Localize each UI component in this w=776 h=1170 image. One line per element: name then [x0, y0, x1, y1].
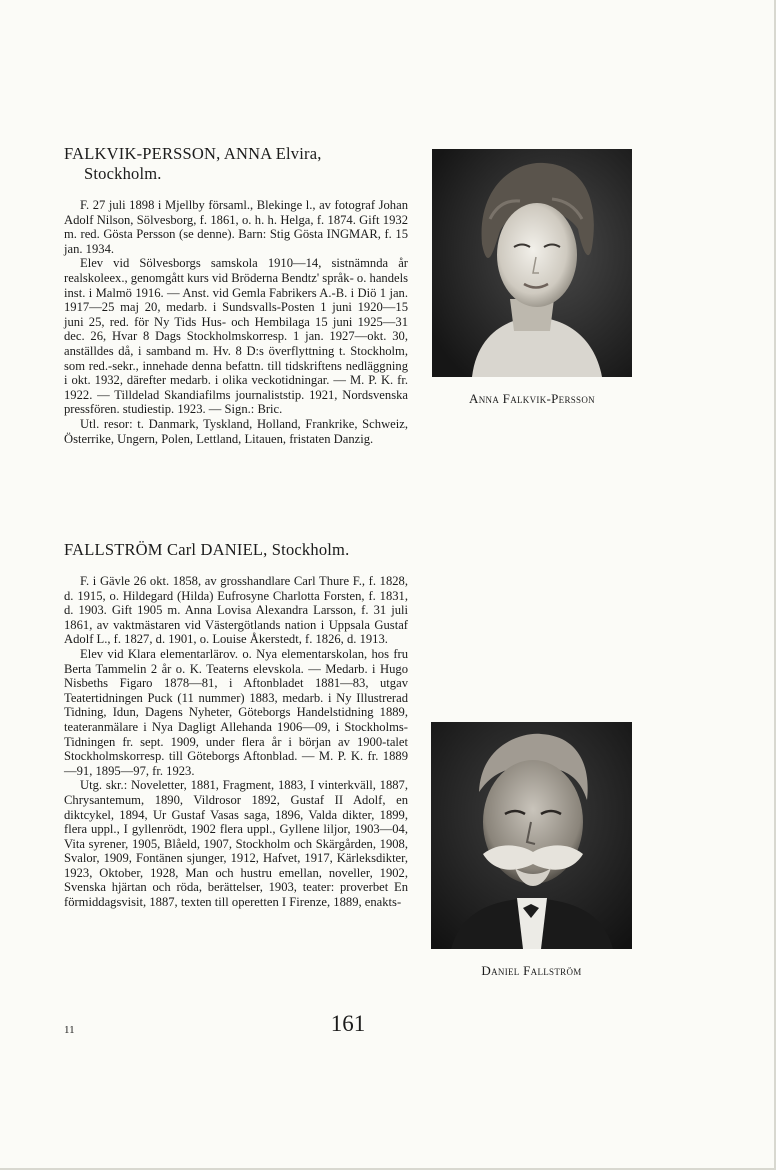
page-number: 161 — [330, 1011, 366, 1036]
entry-paragraph: Elev vid Klara elementarlärov. o. Nya elementarskolan, hos fru Berta Tammelin 2 år o. K. Teaterns elevskola. — Medarb. i Hugo Nisbeths Figaro 1878—81, i Aftonbladet 1881—83, utgav Teatertidningen Puck (11 nummer) 1883, medarb. i Ny Illustrerad Tidning, Idun, Dagens Nyheter, Göteborgs Handelstidning 1889, teateranmälare i Nya Dagligt Allehanda 1906—09, i Stockholms-Tidningen fr. sept. 1909, under flera år i början av 1900-talet Stockholmskorresp. till Göteborgs Aftonblad. — M. P. K. fr. 1889—91, 1895—97, fr. 1923. — [64, 646, 408, 778]
entry-heading-city: Stockholm. — [84, 164, 162, 183]
biography-entry-falkvik-persson — [64, 144, 408, 446]
entry-heading — [64, 144, 408, 184]
entry-paragraph: F. 27 juli 1898 i Mjellby församl., Blekinge l., av fotograf Johan Adolf Nilson, Sölvesborg, f. 1861, o. h. h. Helga, f. 1874. Gift 1932 m. red. Gösta Persson (se denne). Barn: Stig Gösta INGMAR, f. 15 jan. 1934. — [64, 198, 408, 256]
portrait-caption: Daniel Fallström — [481, 963, 582, 978]
biography-entry-fallstrom — [64, 540, 408, 910]
entry-paragraph: F. i Gävle 26 okt. 1858, av grosshandlare Carl Thure F., f. 1828, d. 1915, o. Hildegard (Hilda) Eufrosyne Charlotta Forsten, f. 1831, d. 1903. Gift 1905 m. Anna Lovisa Alexandra Larsson, f. 31 juli 1861, av vaktmästaren vid Västergötlands nation i Uppsala Gustaf Adolf L., f. 1827, d. 1901, o. Louise Åkerstedt, f. 1826, d. 1913. — [64, 574, 408, 647]
portrait-photo-woman — [432, 149, 632, 377]
entry-paragraph: Elev vid Sölvesborgs samskola 1910—14, sistnämnda år realskoleex., genomgått kurs vid Bröderna Bendtz' språk- o. handels inst. i Malmö 1916. — Anst. vid Gemla Fabrikers A.-B. i Diö 1 jan. 1917—25 maj 20, medarb. i Sundsvalls-Posten 1 juni 1920—15 juni 25, red. för Ny Tids Hus- och Hembilaga 15 juni 1925—31 dec. 26, Hvar 8 Dags Stockholmskorresp. 1 jan. 1927—okt. 30, anställdes då, i samband m. Hv. 8 D:s överflyttning t. Stockholm, som red.-sekr., innehade denna befattn. till tidskriftens nedläggning i okt. 1932, därefter medarb. i olika veckotidningar. — M. P. K. fr. 1922. — Tilldelad Skandiafilms journaliststip. 1921, Nordsvenska pressfören. studiestip. 1923. — Sign.: Bric. — [64, 256, 408, 417]
entry-heading-name: FALKVIK-PERSSON, ANNA Elvira, — [64, 144, 322, 163]
entry-heading-name: FALLSTRÖM Carl DANIEL, Stockholm. — [64, 540, 350, 559]
entry-paragraph: Utl. resor: t. Danmark, Tyskland, Holland, Frankrike, Schweiz, Österrike, Ungern, Polen, Lettland, Litauen, fristaten Danzig. — [64, 416, 408, 446]
portrait-woman-image — [432, 149, 632, 377]
portrait-caption: Anna Falkvik-Persson — [469, 391, 595, 406]
entry-paragraph: Utg. skr.: Noveletter, 1881, Fragment, 1883, I vinterkväll, 1887, Chrysantemum, 1890, Vildrosor 1892, Gustaf II Adolf, en diktcykel, 1894, Ur Gustaf Vasas saga, 1896, Valda dikter, 1899, flera uppl., I gyllenrödt, 1902 flera uppl., Gyllene liljor, 1903—04, Vita syrener, 1905, Blåeld, 1907, Stockholm och Skärgården, 1908, Svalor, 1909, Fontänen sjunger, 1912, Hafvet, 1917, Kärleksdikter, 1923, Oktober, 1928, Man och hustru emellan, noveller, 1902, Svenska hjärtan och röda, berättelser, 1903, teater: proverbet En förmiddagsvisit, 1887, texten till operetten I Firenze, 1889, enakts- — [64, 778, 408, 910]
portrait-photo-man — [431, 722, 632, 949]
signature-mark: 11 — [64, 1024, 75, 1036]
portrait-man-image — [431, 722, 632, 949]
entry-heading — [64, 540, 408, 560]
